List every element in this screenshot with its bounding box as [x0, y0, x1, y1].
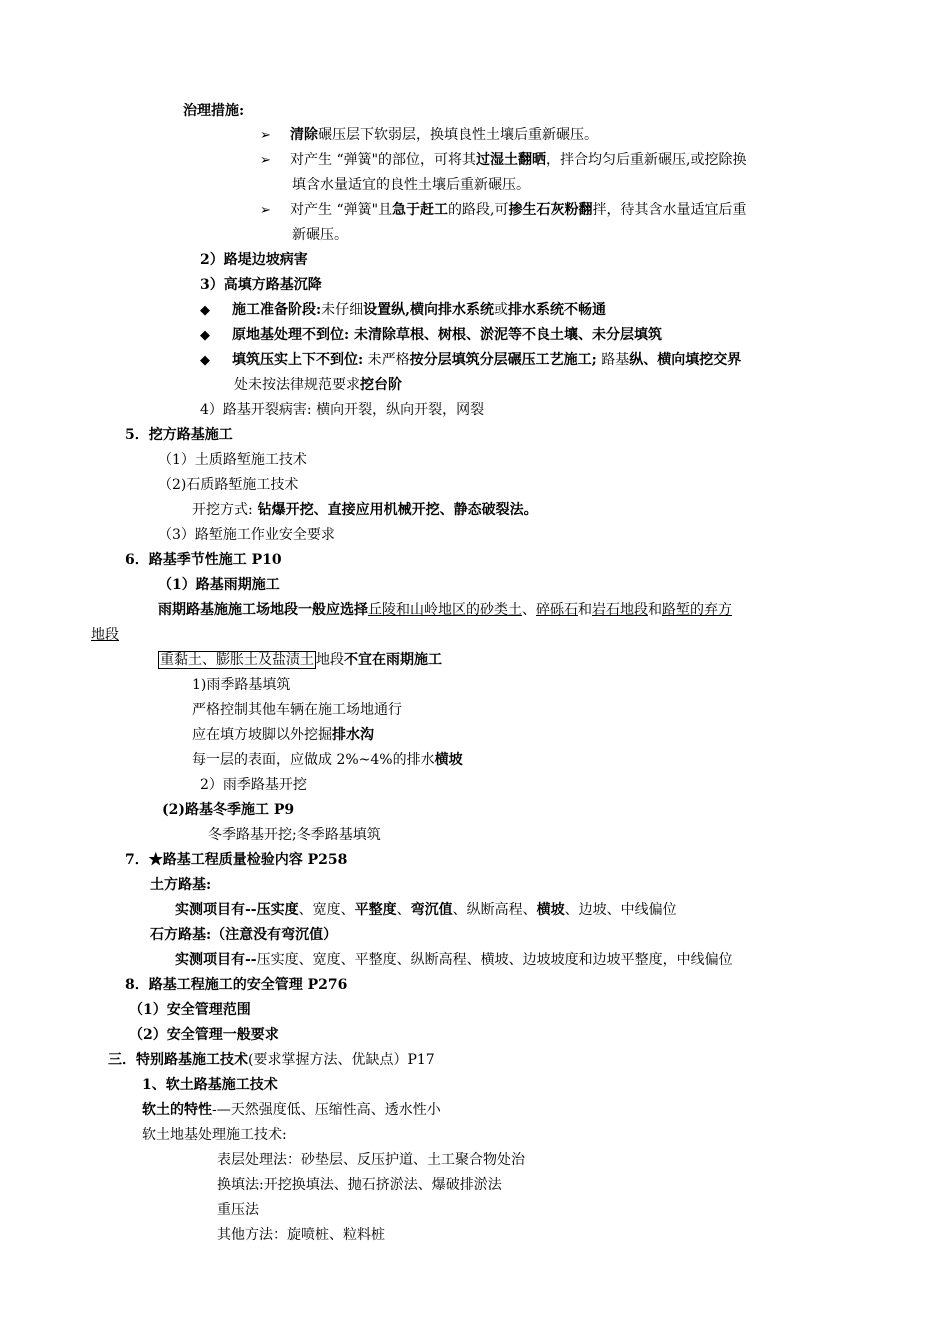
text-bold: 弯沉值	[410, 902, 453, 918]
diamond-bullet-icon: ◆	[200, 303, 210, 318]
text-line: 严格控制其他车辆在施工场地通行	[192, 702, 402, 718]
text-line	[175, 950, 733, 970]
text-bold: 原地基处理不到位: 未清除草根、树根、淤泥等不良土壤、未分层填筑	[232, 327, 663, 343]
text-line: （3）路堑施工作业安全要求	[158, 527, 335, 543]
text: 压实度、宽度、平整度、纵断高程、横坡、边坡坡度和边坡平整度，中线偏位	[256, 952, 733, 968]
text-underlined: 丘陵和山岭地区的砂类土	[368, 602, 522, 618]
subheading: （1）路基雨期施工	[158, 577, 280, 593]
text-underlined: 岩石地段	[592, 602, 648, 618]
text-bold: 钻爆开挖、直接应用机械开挖、静态破裂法。	[252, 502, 538, 518]
text-line: 其他方法：旋喷桩、粒料桩	[217, 1227, 385, 1243]
text: 、纵断高程、	[452, 902, 537, 918]
text-bold: 软土的特性	[142, 1102, 212, 1118]
text-bold: 设置纵,横向排水系统	[363, 302, 495, 318]
text-bold: 实测项目有--	[175, 952, 257, 968]
text-underlined: 路堑的弃方	[662, 602, 732, 618]
section-heading: 治理措施:	[183, 103, 245, 119]
text: 拌，待其含水量适宜后重	[592, 202, 747, 218]
text: 每一层的表面，应做成 2%~4%的排水	[192, 752, 435, 768]
diamond-bullet-icon: ◆	[200, 328, 210, 343]
text: 的路段,可	[448, 202, 509, 218]
text-bold: 纵、横向填挖交界	[629, 352, 742, 368]
subheading: 3）高填方路基沉降	[200, 277, 322, 293]
text: 、边坡、中线偏位	[564, 902, 677, 918]
diamond-bullet-icon: ◆	[200, 353, 210, 368]
text: 处未按法律规范要求	[234, 377, 360, 393]
subheading: 土方路基:	[150, 877, 212, 893]
text-line: 2）雨季路基开挖	[200, 777, 307, 793]
text: -—天然强度低、压缩性高、透水性小	[212, 1102, 441, 1118]
list-item	[260, 200, 747, 220]
boxed-text: 重黏土、膨胀土及盐渍土	[160, 652, 314, 668]
text-underlined: 地段	[91, 627, 119, 643]
subheading: （2）安全管理一般要求	[129, 1027, 279, 1043]
text-line	[175, 900, 677, 920]
text: 路基	[596, 352, 630, 368]
text-bold: 清除	[290, 127, 318, 143]
subheading: （1）安全管理范围	[129, 1002, 251, 1018]
text-bold: 按分层填筑分层碾压工艺施工;	[409, 352, 597, 368]
text-bold: 填筑压实上下不到位:	[232, 352, 364, 368]
subheading: (2)路基冬季施工 P9	[162, 802, 295, 818]
text-bold: 不宜在雨期施工	[344, 652, 442, 668]
text-line	[142, 1100, 441, 1120]
arrow-bullet-icon: ➢	[260, 128, 271, 143]
text: 应在填方坡脚以外挖掘	[192, 727, 332, 743]
text-line: （2)石质路堑施工技术	[158, 477, 299, 493]
text-bold: 排水系统不畅通	[508, 302, 607, 318]
section-heading: 8．路基工程施工的安全管理 P276	[125, 977, 348, 993]
text: 、	[396, 902, 411, 918]
text-line	[158, 600, 732, 620]
text: ，拌合均匀后重新碾压,或挖除换	[546, 152, 747, 168]
subheading: 石方路基:（注意没有弯沉值）	[150, 927, 338, 943]
text-line	[192, 725, 374, 745]
text: 或	[494, 302, 509, 318]
text-bold: 掺生石灰粉翻	[508, 202, 593, 218]
text-line: 1)雨季路基填筑	[192, 677, 291, 693]
text: 、宽度、	[298, 902, 355, 918]
text-line: 重压法	[217, 1202, 259, 1218]
subheading: 1、软土路基施工技术	[142, 1077, 278, 1093]
section-heading: 7．★路基工程质量检验内容 P258	[125, 852, 348, 868]
text-line: 换填法:开挖换填法、抛石挤淤法、爆破排淤法	[217, 1177, 502, 1193]
text-bold: 雨期路基施施工场地段一般应选择	[158, 602, 368, 618]
text-line	[192, 750, 463, 770]
text-line: 表层处理法：砂垫层、反压护道、土工聚合物处治	[217, 1152, 525, 1168]
section-heading	[108, 1050, 435, 1070]
list-item	[260, 125, 598, 145]
text-line: 新碾压。	[292, 227, 348, 243]
section-heading: 6．路基季节性施工 P10	[125, 552, 282, 568]
text-line: 填含水量适宜的良性土壤后重新碾压。	[292, 177, 530, 193]
text: 碾压层下软弱层，换填良性土壤后重新碾压。	[318, 127, 598, 143]
text: 未仔细	[321, 302, 364, 318]
text: 未严格	[363, 352, 410, 368]
text-line	[234, 375, 402, 395]
text-underlined: 碎砾石	[536, 602, 578, 618]
list-item	[200, 350, 741, 370]
text-bold: 挖台阶	[360, 377, 402, 393]
text-bold: 平整度	[354, 902, 397, 918]
list-item	[260, 150, 747, 170]
text: 地段	[316, 652, 344, 668]
list-item	[200, 325, 662, 345]
text-line: 冬季路基开挖;冬季路基填筑	[208, 827, 381, 843]
text: 和	[648, 602, 662, 618]
text-bold: 实测项目有--压实度	[175, 902, 299, 918]
arrow-bullet-icon: ➢	[260, 203, 271, 218]
text: (要求掌握方法、优缺点）P17	[248, 1052, 435, 1068]
section-heading: 5．挖方路基施工	[125, 427, 233, 443]
text-bold: 横坡	[536, 902, 565, 918]
text: 对产生 “弹簧"且	[290, 202, 393, 218]
subheading: 2）路堤边坡病害	[200, 252, 308, 268]
text: 和	[578, 602, 592, 618]
text-bold: 施工准备阶段:	[232, 302, 322, 318]
text-line: 4）路基开裂病害: 横向开裂，纵向开裂，网裂	[200, 402, 485, 418]
text: 、	[522, 602, 536, 618]
text-bold: 排水沟	[332, 727, 374, 743]
text-line	[192, 500, 538, 520]
text-bold: 横坡	[434, 752, 463, 768]
text-line: （1）土质路堑施工技术	[158, 452, 307, 468]
text-bold: 三．特别路基施工技术	[108, 1052, 248, 1068]
text-bold: 急于赶工	[392, 202, 449, 218]
arrow-bullet-icon: ➢	[260, 153, 271, 168]
list-item	[200, 300, 606, 320]
text: 开挖方式:	[192, 502, 253, 518]
text-line	[158, 650, 442, 670]
text: 对产生 “弹簧"的部位，可将其	[290, 152, 477, 168]
text-bold: 过湿土翻晒	[476, 152, 547, 168]
text-line: 软土地基处理施工技术:	[142, 1127, 287, 1143]
